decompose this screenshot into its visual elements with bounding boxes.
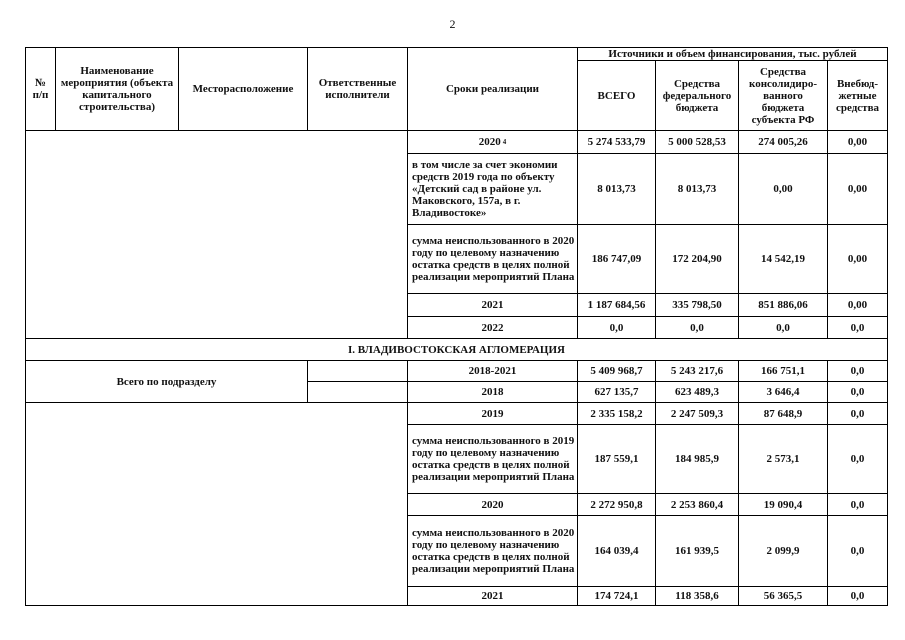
row-term: 2020 4 <box>407 130 578 154</box>
row-total: 1 187 684,56 <box>577 293 656 317</box>
row-offbudget: 0,00 <box>827 293 888 317</box>
row-regional: 274 005,26 <box>738 130 828 154</box>
header-total: ВСЕГО <box>577 60 656 131</box>
row-federal: 335 798,50 <box>655 293 739 317</box>
page-number: 2 <box>449 17 456 31</box>
row-regional: 166 751,1 <box>738 360 828 382</box>
header-name: Наименование мероприятия (объекта капитального строительства) <box>55 47 179 131</box>
row-total: 8 013,73 <box>577 153 656 225</box>
row-regional: 56 365,5 <box>738 586 828 606</box>
row-regional: 2 099,9 <box>738 515 828 587</box>
row-federal: 2 253 860,4 <box>655 493 739 516</box>
section-title: I. ВЛАДИВОСТОКСКАЯ АГЛОМЕРАЦИЯ <box>25 338 888 361</box>
row-term-value: 2020 <box>478 136 501 148</box>
row-total: 2 335 158,2 <box>577 402 656 425</box>
row-regional: 14 542,19 <box>738 224 828 294</box>
row-offbudget: 0,0 <box>827 515 888 587</box>
row-term: 2021 <box>407 586 578 606</box>
row-regional: 2 573,1 <box>738 424 828 494</box>
row-total: 164 039,4 <box>577 515 656 587</box>
row-federal: 2 247 509,3 <box>655 402 739 425</box>
row-federal: 8 013,73 <box>655 153 739 225</box>
row-federal: 118 358,6 <box>655 586 739 606</box>
row-total: 186 747,09 <box>577 224 656 294</box>
row-offbudget: 0,0 <box>827 586 888 606</box>
row-federal: 623 489,3 <box>655 381 739 403</box>
row-total: 5 409 968,7 <box>577 360 656 382</box>
empty-cell <box>307 381 408 403</box>
row-federal: 0,0 <box>655 316 739 339</box>
row-offbudget: 0,00 <box>827 130 888 154</box>
row-offbudget: 0,0 <box>827 493 888 516</box>
row-offbudget: 0,0 <box>827 424 888 494</box>
row-federal: 184 985,9 <box>655 424 739 494</box>
row-offbudget: 0,00 <box>827 153 888 225</box>
header-responsible: Ответственные исполнители <box>307 47 408 131</box>
row-total: 187 559,1 <box>577 424 656 494</box>
row-total: 174 724,1 <box>577 586 656 606</box>
row-federal: 5 243 217,6 <box>655 360 739 382</box>
row-offbudget: 0,00 <box>827 224 888 294</box>
row-offbudget: 0,0 <box>827 316 888 339</box>
header-regional: Средства консолидиро-ванного бюджета субъекта РФ <box>738 60 828 131</box>
row-regional: 19 090,4 <box>738 493 828 516</box>
row-term: 2018 <box>407 381 578 403</box>
row-federal: 5 000 528,53 <box>655 130 739 154</box>
row-term: сумма неиспользованного в 2020 году по целевому назначению остатка средств в целях полной реализации мероприятий Плана <box>407 515 578 587</box>
empty-cell <box>307 360 408 382</box>
header-location: Месторасположение <box>178 47 308 131</box>
row-offbudget: 0,0 <box>827 402 888 425</box>
header-terms: Сроки реализации <box>407 47 578 131</box>
row-term: в том числе за счет экономии средств 2019 года по объекту «Детский сад в районе ул. Маковского, 157а, в г. Владивостоке» <box>407 153 578 225</box>
row-term: 2021 <box>407 293 578 317</box>
row-total: 627 135,7 <box>577 381 656 403</box>
row-regional: 87 648,9 <box>738 402 828 425</box>
row-offbudget: 0,0 <box>827 381 888 403</box>
row-total: 5 274 533,79 <box>577 130 656 154</box>
row-regional: 0,00 <box>738 153 828 225</box>
row-regional: 851 886,06 <box>738 293 828 317</box>
row-regional: 0,0 <box>738 316 828 339</box>
row-total: 2 272 950,8 <box>577 493 656 516</box>
header-offbudget: Внебюд-жетные средства <box>827 60 888 131</box>
row-federal: 161 939,5 <box>655 515 739 587</box>
row-federal: 172 204,90 <box>655 224 739 294</box>
header-num: № п/п <box>25 47 56 131</box>
row-term: 2018-2021 <box>407 360 578 382</box>
subtotal-label: Всего по подразделу <box>25 360 308 403</box>
header-federal: Средства федерального бюджета <box>655 60 739 131</box>
empty-block <box>25 402 408 606</box>
header-sources-title: Источники и объем финансирования, тыс. рублей <box>577 47 888 61</box>
empty-block <box>25 130 408 339</box>
row-term: сумма неиспользованного в 2020 году по целевому назначению остатка средств в целях полной реализации мероприятий Плана <box>407 224 578 294</box>
row-regional: 3 646,4 <box>738 381 828 403</box>
row-term: 2020 <box>407 493 578 516</box>
row-term: 2022 <box>407 316 578 339</box>
row-term: сумма неиспользованного в 2019 году по целевому назначению остатка средств в целях полной реализации мероприятий Плана <box>407 424 578 494</box>
row-offbudget: 0,0 <box>827 360 888 382</box>
row-term: 2019 <box>407 402 578 425</box>
row-total: 0,0 <box>577 316 656 339</box>
